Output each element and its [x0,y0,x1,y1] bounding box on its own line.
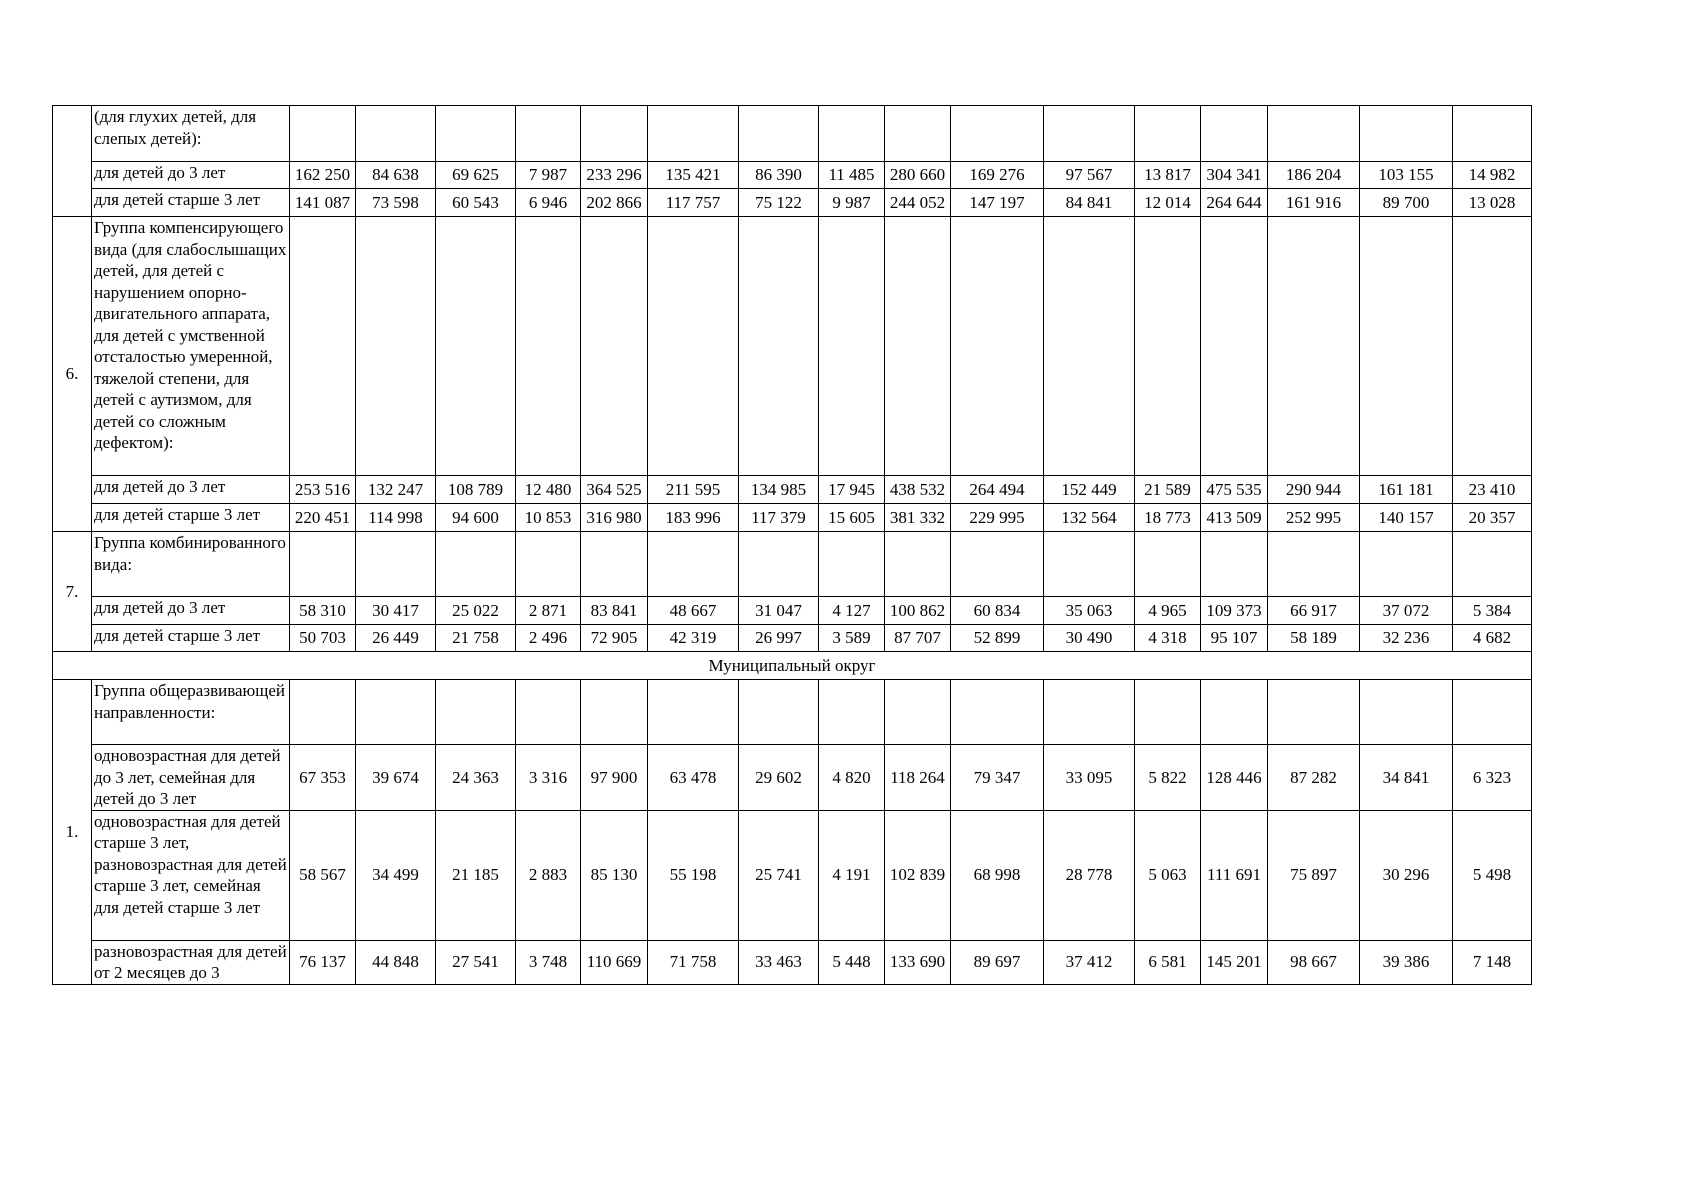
value-cell: 6 581 [1135,940,1201,984]
value-cell: 413 509 [1201,504,1268,532]
value-cell: 133 690 [885,940,951,984]
value-cell: 55 198 [648,810,739,940]
row-number [53,106,92,217]
value-cell: 183 996 [648,504,739,532]
table-row [53,625,1532,652]
value-cell: 316 980 [581,504,648,532]
value-cell: 87 707 [885,625,951,652]
value-cell: 110 669 [581,940,648,984]
empty-cell [1360,532,1453,597]
value-cell: 202 866 [581,189,648,217]
empty-cell [648,217,739,476]
table-row [53,597,1532,625]
value-cell: 89 697 [951,940,1044,984]
value-cell: 132 564 [1044,504,1135,532]
value-cell: 84 841 [1044,189,1135,217]
value-cell: 109 373 [1201,597,1268,625]
value-cell: 84 638 [356,162,436,189]
empty-cell [1044,217,1135,476]
empty-cell [1360,680,1453,745]
table-row [53,476,1532,504]
value-cell: 4 820 [819,745,885,811]
empty-cell [436,532,516,597]
empty-cell [739,680,819,745]
empty-cell [885,532,951,597]
empty-cell [648,106,739,162]
table-row [53,189,1532,217]
value-cell: 72 905 [581,625,648,652]
value-cell: 140 157 [1360,504,1453,532]
empty-cell [1201,680,1268,745]
value-cell: 12 014 [1135,189,1201,217]
table-row [53,810,1532,940]
value-cell: 26 997 [739,625,819,652]
table-row [53,504,1532,532]
empty-cell [581,532,648,597]
value-cell: 24 363 [436,745,516,811]
value-cell: 14 982 [1453,162,1532,189]
value-cell: 18 773 [1135,504,1201,532]
value-cell: 42 319 [648,625,739,652]
value-cell: 69 625 [436,162,516,189]
value-cell: 32 236 [1360,625,1453,652]
value-cell: 30 296 [1360,810,1453,940]
value-cell: 290 944 [1268,476,1360,504]
empty-cell [290,217,356,476]
empty-cell [1453,217,1532,476]
empty-cell [516,106,581,162]
empty-cell [1201,106,1268,162]
group-title: (для глухих детей, для слепых детей): [92,106,290,162]
empty-cell [1201,532,1268,597]
value-cell: 4 191 [819,810,885,940]
value-cell: 63 478 [648,745,739,811]
value-cell: 147 197 [951,189,1044,217]
empty-cell [1135,106,1201,162]
value-cell: 58 567 [290,810,356,940]
value-cell: 141 087 [290,189,356,217]
empty-cell [951,217,1044,476]
value-cell: 85 130 [581,810,648,940]
value-cell: 34 841 [1360,745,1453,811]
value-cell: 186 204 [1268,162,1360,189]
value-cell: 21 758 [436,625,516,652]
category-label: для детей до 3 лет [92,597,290,625]
category-label: одновозрастная для детей до 3 лет, семейная для детей до 3 лет [92,745,290,811]
empty-cell [1044,106,1135,162]
value-cell: 220 451 [290,504,356,532]
value-cell: 52 899 [951,625,1044,652]
value-cell: 75 897 [1268,810,1360,940]
value-cell: 128 446 [1201,745,1268,811]
value-cell: 381 332 [885,504,951,532]
value-cell: 11 485 [819,162,885,189]
value-cell: 10 853 [516,504,581,532]
empty-cell [885,217,951,476]
value-cell: 39 674 [356,745,436,811]
value-cell: 27 541 [436,940,516,984]
value-cell: 7 987 [516,162,581,189]
empty-cell [436,680,516,745]
value-cell: 5 063 [1135,810,1201,940]
value-cell: 15 605 [819,504,885,532]
value-cell: 94 600 [436,504,516,532]
value-cell: 117 757 [648,189,739,217]
value-cell: 97 567 [1044,162,1135,189]
empty-cell [1360,217,1453,476]
value-cell: 12 480 [516,476,581,504]
empty-cell [290,106,356,162]
value-cell: 89 700 [1360,189,1453,217]
empty-cell [885,106,951,162]
empty-cell [739,217,819,476]
value-cell: 44 848 [356,940,436,984]
tariff-table [52,105,1532,985]
value-cell: 438 532 [885,476,951,504]
empty-cell [1268,106,1360,162]
value-cell: 21 185 [436,810,516,940]
section-row [53,652,1532,680]
value-cell: 79 347 [951,745,1044,811]
empty-cell [516,680,581,745]
value-cell: 135 421 [648,162,739,189]
value-cell: 364 525 [581,476,648,504]
empty-cell [951,532,1044,597]
value-cell: 86 390 [739,162,819,189]
empty-cell [356,106,436,162]
value-cell: 5 384 [1453,597,1532,625]
empty-cell [819,532,885,597]
empty-cell [1135,532,1201,597]
category-label: разновозрастная для детей от 2 месяцев до 3 [92,940,290,984]
value-cell: 253 516 [290,476,356,504]
empty-cell [516,217,581,476]
empty-cell [290,680,356,745]
value-cell: 4 965 [1135,597,1201,625]
value-cell: 152 449 [1044,476,1135,504]
group-header-row [53,106,1532,162]
value-cell: 5 448 [819,940,885,984]
group-header-row [53,680,1532,745]
value-cell: 108 789 [436,476,516,504]
value-cell: 304 341 [1201,162,1268,189]
value-cell: 68 998 [951,810,1044,940]
value-cell: 3 748 [516,940,581,984]
value-cell: 7 148 [1453,940,1532,984]
value-cell: 58 189 [1268,625,1360,652]
empty-cell [819,106,885,162]
value-cell: 233 296 [581,162,648,189]
value-cell: 100 862 [885,597,951,625]
value-cell: 103 155 [1360,162,1453,189]
value-cell: 4 127 [819,597,885,625]
empty-cell [951,680,1044,745]
empty-cell [1453,106,1532,162]
group-title: Группа комбинированного вида: [92,532,290,597]
empty-cell [436,106,516,162]
value-cell: 114 998 [356,504,436,532]
value-cell: 60 543 [436,189,516,217]
value-cell: 76 137 [290,940,356,984]
value-cell: 145 201 [1201,940,1268,984]
value-cell: 161 181 [1360,476,1453,504]
empty-cell [581,680,648,745]
value-cell: 134 985 [739,476,819,504]
value-cell: 58 310 [290,597,356,625]
group-title: Группа компенсирующего вида (для слабослышащих детей, для детей с нарушением опорно-двигательного аппарата, для детей с умственной отсталостью умеренной, тяжелой степени, для детей с аутизмом, для детей со сложным дефектом): [92,217,290,476]
group-header-row [53,532,1532,597]
empty-cell [739,532,819,597]
value-cell: 28 778 [1044,810,1135,940]
value-cell: 50 703 [290,625,356,652]
value-cell: 162 250 [290,162,356,189]
category-label: для детей старше 3 лет [92,504,290,532]
category-label: для детей до 3 лет [92,476,290,504]
value-cell: 37 072 [1360,597,1453,625]
value-cell: 3 589 [819,625,885,652]
value-cell: 25 022 [436,597,516,625]
value-cell: 30 490 [1044,625,1135,652]
value-cell: 29 602 [739,745,819,811]
value-cell: 229 995 [951,504,1044,532]
row-number: 7. [53,532,92,652]
value-cell: 264 644 [1201,189,1268,217]
empty-cell [739,106,819,162]
value-cell: 102 839 [885,810,951,940]
value-cell: 35 063 [1044,597,1135,625]
value-cell: 71 758 [648,940,739,984]
section-title: Муниципальный округ [53,652,1532,680]
value-cell: 60 834 [951,597,1044,625]
value-cell: 87 282 [1268,745,1360,811]
empty-cell [1044,680,1135,745]
value-cell: 4 318 [1135,625,1201,652]
value-cell: 98 667 [1268,940,1360,984]
group-title: Группа общеразвивающей направленности: [92,680,290,745]
empty-cell [1453,680,1532,745]
value-cell: 34 499 [356,810,436,940]
value-cell: 73 598 [356,189,436,217]
empty-cell [885,680,951,745]
table-row [53,745,1532,811]
empty-cell [648,532,739,597]
value-cell: 2 871 [516,597,581,625]
empty-cell [356,680,436,745]
value-cell: 211 595 [648,476,739,504]
value-cell: 3 316 [516,745,581,811]
empty-cell [951,106,1044,162]
value-cell: 117 379 [739,504,819,532]
empty-cell [356,532,436,597]
value-cell: 33 463 [739,940,819,984]
category-label: для детей старше 3 лет [92,189,290,217]
category-label: для детей старше 3 лет [92,625,290,652]
category-label: для детей до 3 лет [92,162,290,189]
value-cell: 252 995 [1268,504,1360,532]
table-row [53,940,1532,984]
value-cell: 48 667 [648,597,739,625]
value-cell: 23 410 [1453,476,1532,504]
value-cell: 30 417 [356,597,436,625]
value-cell: 169 276 [951,162,1044,189]
row-number: 1. [53,680,92,985]
empty-cell [1135,217,1201,476]
value-cell: 95 107 [1201,625,1268,652]
value-cell: 111 691 [1201,810,1268,940]
value-cell: 67 353 [290,745,356,811]
empty-cell [1135,680,1201,745]
empty-cell [1268,217,1360,476]
value-cell: 280 660 [885,162,951,189]
value-cell: 66 917 [1268,597,1360,625]
value-cell: 39 386 [1360,940,1453,984]
value-cell: 118 264 [885,745,951,811]
value-cell: 475 535 [1201,476,1268,504]
category-label: одновозрастная для детей старше 3 лет, разновозрастная для детей старше 3 лет, семейная для детей старше 3 лет [92,810,290,940]
empty-cell [581,217,648,476]
row-number: 6. [53,217,92,532]
empty-cell [648,680,739,745]
value-cell: 17 945 [819,476,885,504]
value-cell: 26 449 [356,625,436,652]
group-header-row [53,217,1532,476]
value-cell: 13 817 [1135,162,1201,189]
value-cell: 264 494 [951,476,1044,504]
empty-cell [1453,532,1532,597]
empty-cell [819,217,885,476]
value-cell: 6 323 [1453,745,1532,811]
value-cell: 20 357 [1453,504,1532,532]
empty-cell [1360,106,1453,162]
value-cell: 4 682 [1453,625,1532,652]
value-cell: 9 987 [819,189,885,217]
empty-cell [1201,217,1268,476]
value-cell: 161 916 [1268,189,1360,217]
empty-cell [819,680,885,745]
value-cell: 21 589 [1135,476,1201,504]
table-row [53,162,1532,189]
value-cell: 2 883 [516,810,581,940]
empty-cell [516,532,581,597]
value-cell: 75 122 [739,189,819,217]
value-cell: 83 841 [581,597,648,625]
empty-cell [356,217,436,476]
value-cell: 244 052 [885,189,951,217]
value-cell: 5 822 [1135,745,1201,811]
value-cell: 132 247 [356,476,436,504]
empty-cell [581,106,648,162]
value-cell: 2 496 [516,625,581,652]
value-cell: 97 900 [581,745,648,811]
empty-cell [1044,532,1135,597]
empty-cell [290,532,356,597]
value-cell: 5 498 [1453,810,1532,940]
value-cell: 13 028 [1453,189,1532,217]
value-cell: 6 946 [516,189,581,217]
empty-cell [1268,532,1360,597]
empty-cell [1268,680,1360,745]
value-cell: 31 047 [739,597,819,625]
value-cell: 25 741 [739,810,819,940]
empty-cell [436,217,516,476]
value-cell: 33 095 [1044,745,1135,811]
value-cell: 37 412 [1044,940,1135,984]
